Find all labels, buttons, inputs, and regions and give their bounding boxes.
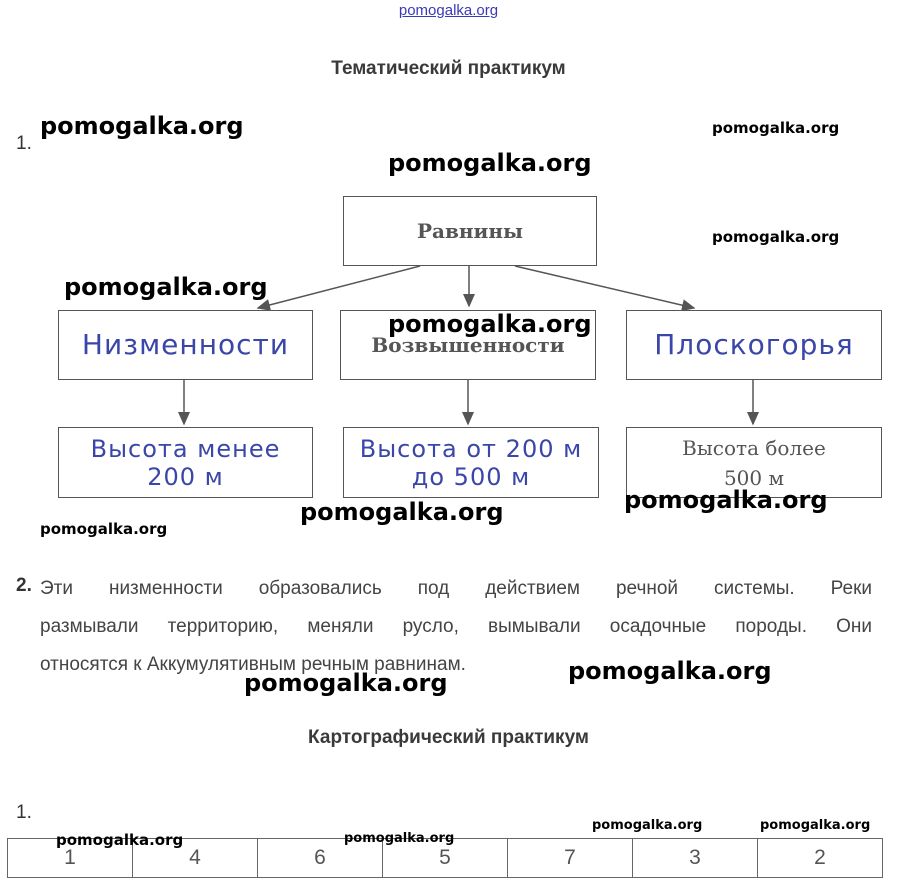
watermark: pomogalka.org: [344, 831, 455, 846]
watermark: pomogalka.org: [760, 818, 871, 833]
watermark: pomogalka.org: [592, 818, 703, 833]
watermark: pomogalka.org: [568, 657, 772, 685]
diagram-plateaus-height-text: Высота более 500 м: [682, 435, 826, 490]
diagram-node-lowlands-label: Низменности: [81, 328, 290, 361]
task-2-line: Эти низменности образовались под действием речной системы. Реки: [40, 578, 872, 599]
watermark: pomogalka.org: [40, 112, 244, 140]
diagram-root-label: Равнины: [416, 219, 524, 243]
arrow-root-to-plateaus: [515, 266, 694, 308]
diagram-uplands-height-text: Высота от 200 м до 500 м: [359, 434, 583, 491]
watermark: pomogalka.org: [300, 498, 504, 526]
cartographic-section-title: Картографический практикум: [308, 727, 589, 748]
watermark: pomogalka.org: [56, 831, 184, 849]
watermark: pomogalka.org: [64, 273, 268, 301]
watermark: pomogalka.org: [624, 486, 828, 514]
diagram-node-plateaus: [626, 310, 882, 380]
watermark: pomogalka.org: [244, 669, 448, 697]
task-2-line: размывали территорию, меняли русло, вымывали осадочные породы. Они: [40, 616, 872, 637]
answer-cell: 6: [258, 839, 383, 878]
watermark: pomogalka.org: [712, 228, 840, 246]
watermark: pomogalka.org: [712, 119, 840, 137]
answer-cell: 3: [633, 839, 758, 878]
diagram-lowlands-height-text: Высота менее 200 м: [90, 434, 281, 491]
answer-cell: 2: [758, 839, 883, 878]
diagram-node-plateaus-label: Плоскогорья: [654, 328, 854, 361]
diagram-node-uplands-label: Возвышенности: [371, 333, 565, 357]
task-2-line: относятся к Аккумулятивным речным равнинам.: [40, 654, 466, 675]
answer-cell: 4: [133, 839, 258, 878]
diagram-uplands-height: [343, 427, 599, 498]
site-link[interactable]: pomogalka.org: [398, 2, 499, 19]
arrow-root-to-lowlands: [258, 266, 420, 308]
watermark: pomogalka.org: [40, 520, 168, 538]
thematic-task-2-number: 2.: [16, 575, 32, 596]
diagram-node-lowlands: [58, 310, 313, 380]
watermark: pomogalka.org: [388, 310, 592, 338]
thematic-task-1-number: 1.: [16, 133, 32, 154]
cartographic-task-1-number: 1.: [16, 802, 32, 823]
answer-cell: 5: [383, 839, 508, 878]
answer-cell: 7: [508, 839, 633, 878]
answer-cell: 1: [8, 839, 133, 878]
diagram-root-box: [343, 196, 597, 266]
diagram-lowlands-height: [58, 427, 313, 498]
thematic-section-title: Тематический практикум: [331, 58, 566, 79]
watermark: pomogalka.org: [388, 149, 592, 177]
